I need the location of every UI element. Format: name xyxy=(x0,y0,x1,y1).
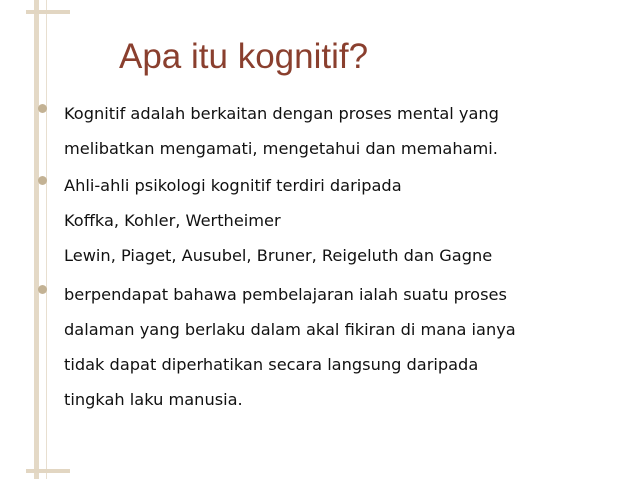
bullet-line: Lewin, Piaget, Ausubel, Bruner, Reigeluth dan Gagne xyxy=(64,246,493,265)
bullet-line: berpendapat bahawa pembelajaran ialah suatu proses xyxy=(64,285,507,304)
bullet-item xyxy=(38,277,628,417)
bullet-icon xyxy=(38,104,47,113)
bullet-line: Ahli-ahli psikologi kognitif terdiri daripada xyxy=(64,176,402,195)
bullet-icon xyxy=(38,176,47,185)
bullet-icon xyxy=(38,285,47,294)
top-corner-bracket xyxy=(26,0,70,14)
bottom-corner-bracket xyxy=(26,469,70,479)
bullet-line: Koffka, Kohler, Wertheimer xyxy=(64,211,281,230)
slide-title: Apa itu kognitif? xyxy=(119,37,369,76)
bullet-line: Kognitif adalah berkaitan dengan proses mental yang xyxy=(64,104,499,123)
bullet-line: tidak dapat diperhatikan secara langsung daripada xyxy=(64,355,479,374)
bullet-line: melibatkan mengamati, mengetahui dan memahami. xyxy=(64,139,498,158)
bullet-line: tingkah laku manusia. xyxy=(64,390,243,409)
bullet-item xyxy=(38,96,628,166)
bullet-list xyxy=(38,96,628,417)
bullet-item xyxy=(38,168,628,273)
bullet-line: dalaman yang berlaku dalam akal fikiran di mana ianya xyxy=(64,320,516,339)
